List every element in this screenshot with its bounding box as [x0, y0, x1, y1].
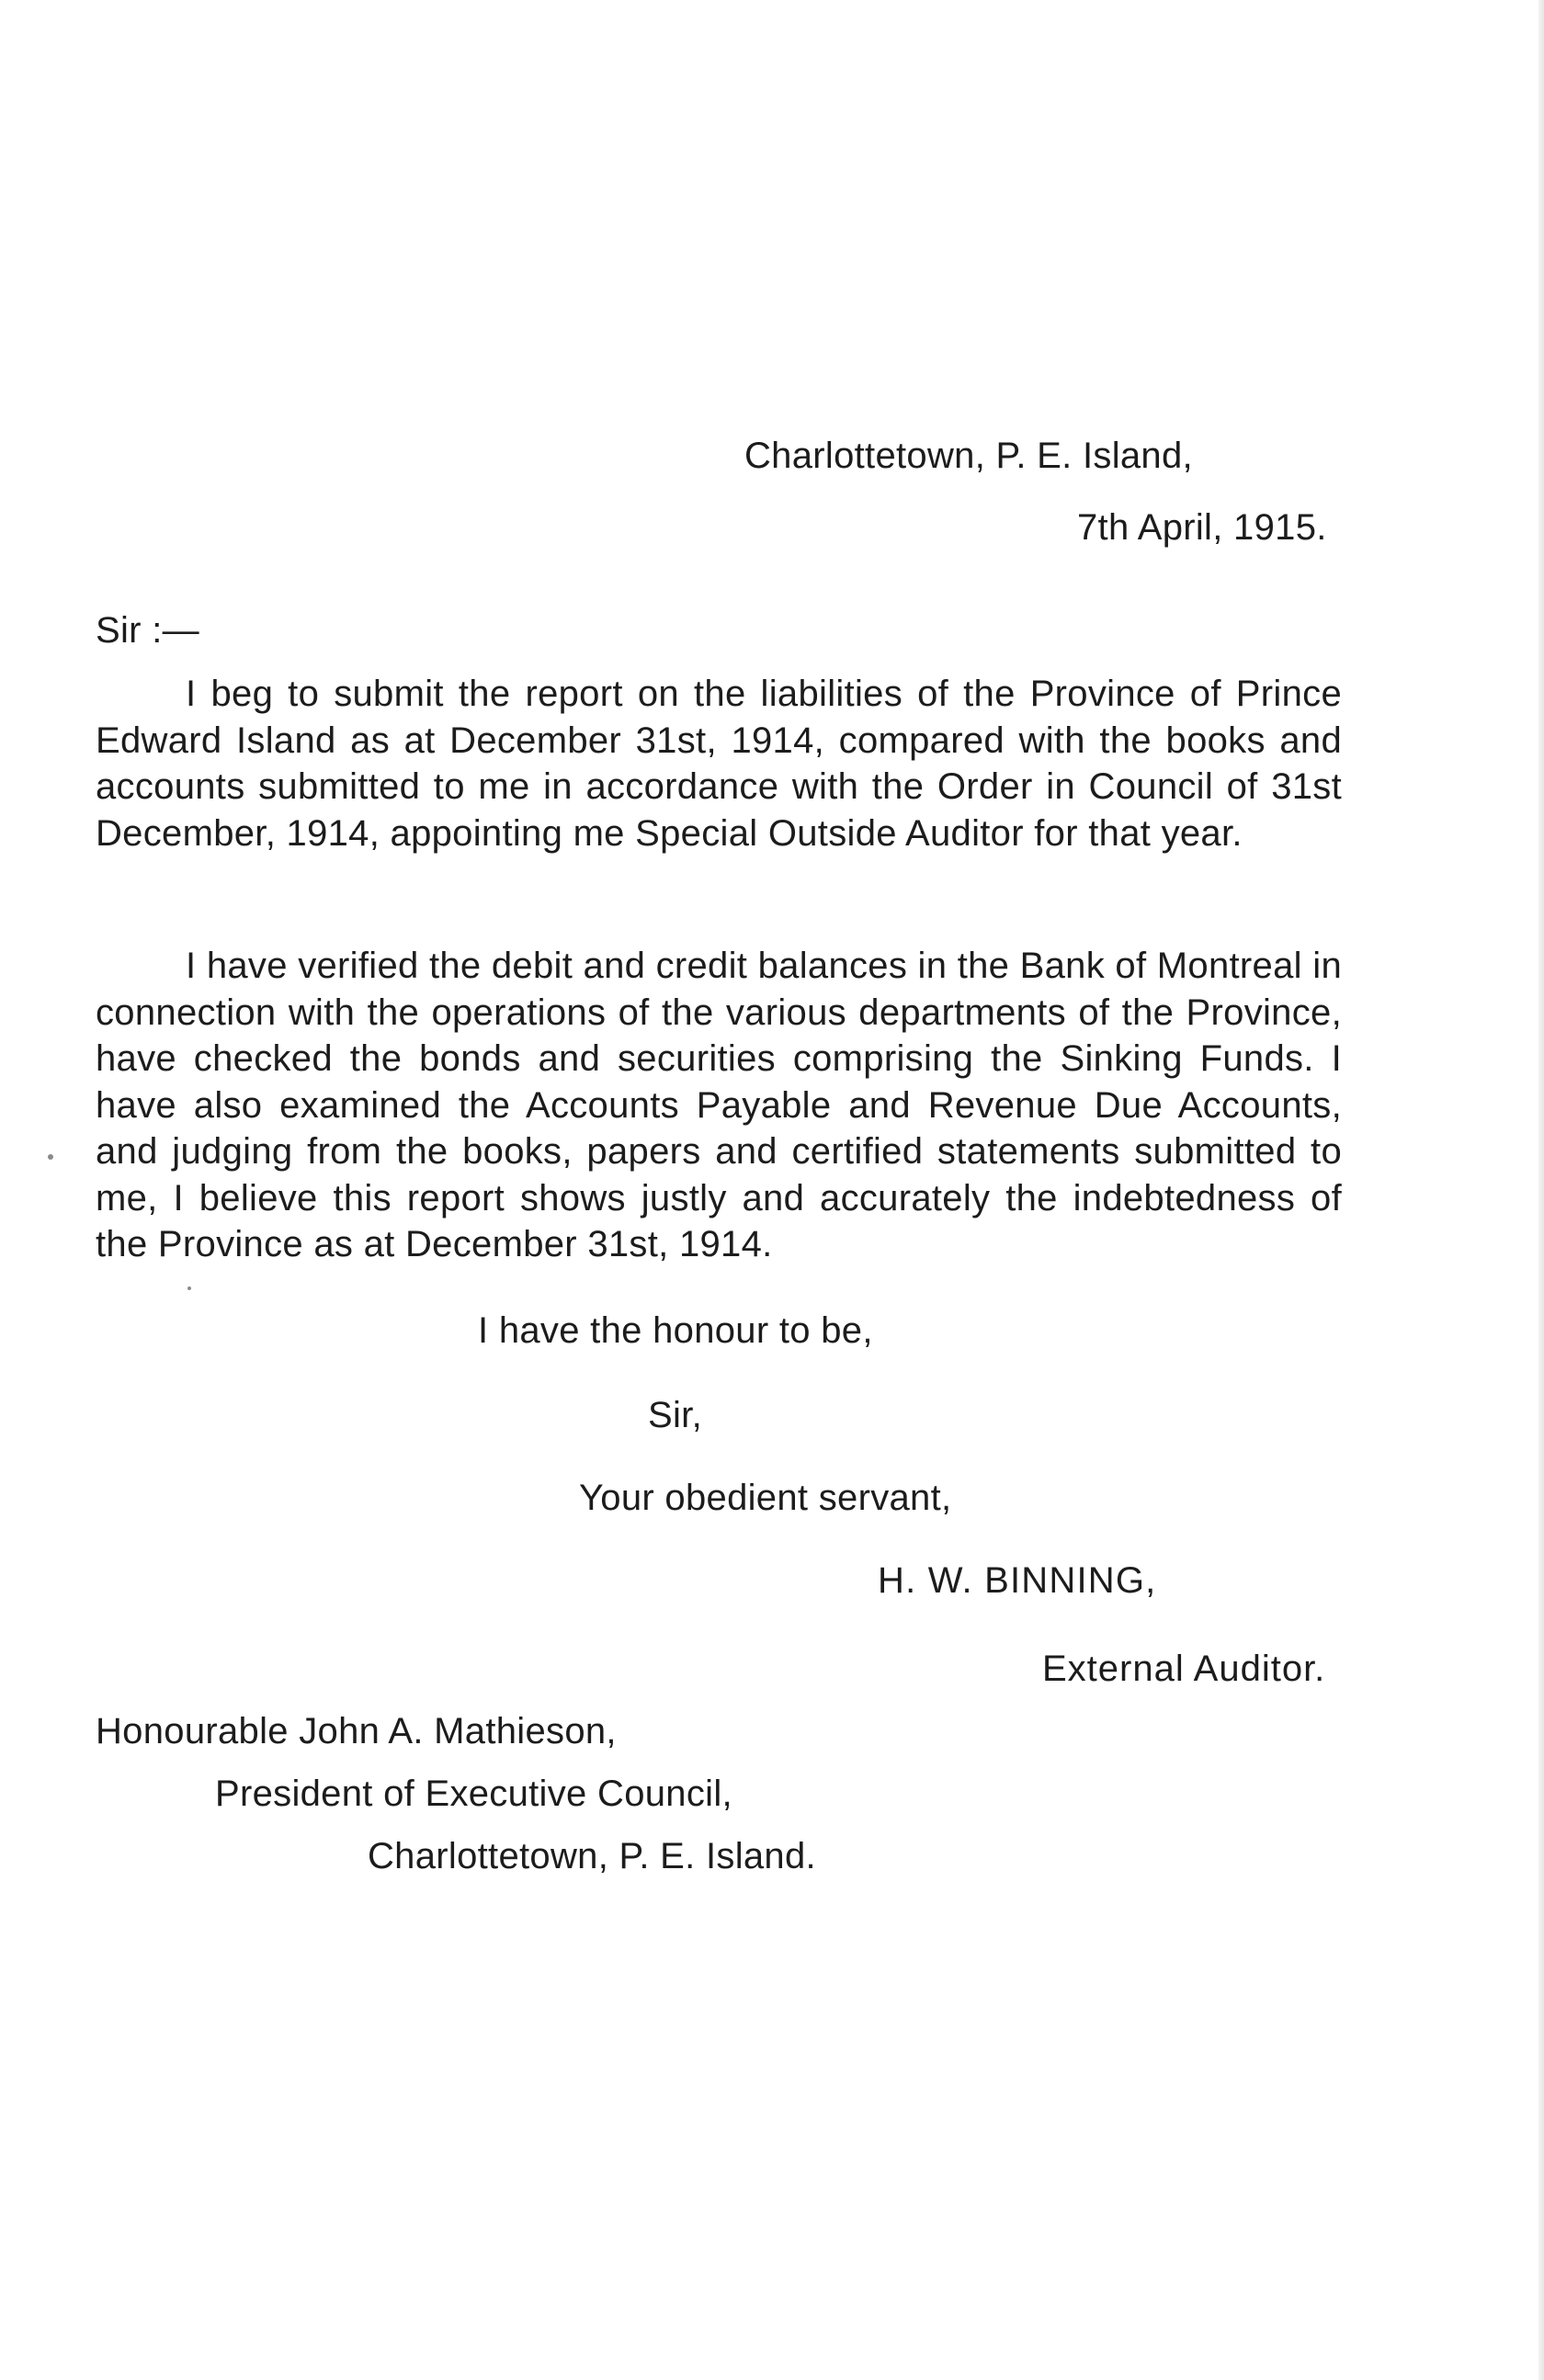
closing-servant: Your obedient servant, — [579, 1478, 952, 1518]
closing-honour: I have the honour to be, — [478, 1310, 873, 1351]
addressee-location: Charlottetown, P. E. Island. — [368, 1836, 816, 1876]
salutation: Sir :— — [96, 610, 199, 651]
signature-name: H. W. BINNING, — [878, 1560, 1157, 1601]
closing-sir: Sir, — [648, 1395, 702, 1435]
page-edge — [1538, 0, 1544, 2380]
letter-date: 7th April, 1915. — [1077, 507, 1327, 548]
body-paragraph-2: I have verified the debit and credit balances in the Bank of Montreal in connection with the operations of the various departments of the Province, have checked the bonds and securities comprising the Sinking Funds. I have also examined the Accounts Payable and Revenue Due Accounts, and judging from the books, papers and certified statements submitted to me, I believe this report shows justly and accurately the indebtedness of the Province as at December 31st, 1914. — [96, 946, 1342, 1264]
stray-ink-mark — [48, 1154, 53, 1160]
body-paragraph-1: I beg to submit the report on the liabilities of the Province of Prince Edward Island as at December 31st, 1914, compared with the books and accounts submitted to me in accordance with the Order in Council of 31st December, 1914, appointing me Special Outside Auditor for that year. — [96, 674, 1342, 854]
addressee-position: President of Executive Council, — [215, 1774, 732, 1814]
signature-title: External Auditor. — [1042, 1649, 1326, 1689]
addressee-name: Honourable John A. Mathieson, — [96, 1711, 617, 1751]
stray-ink-dot — [187, 1286, 191, 1290]
letter-place: Charlottetown, P. E. Island, — [744, 436, 1193, 476]
